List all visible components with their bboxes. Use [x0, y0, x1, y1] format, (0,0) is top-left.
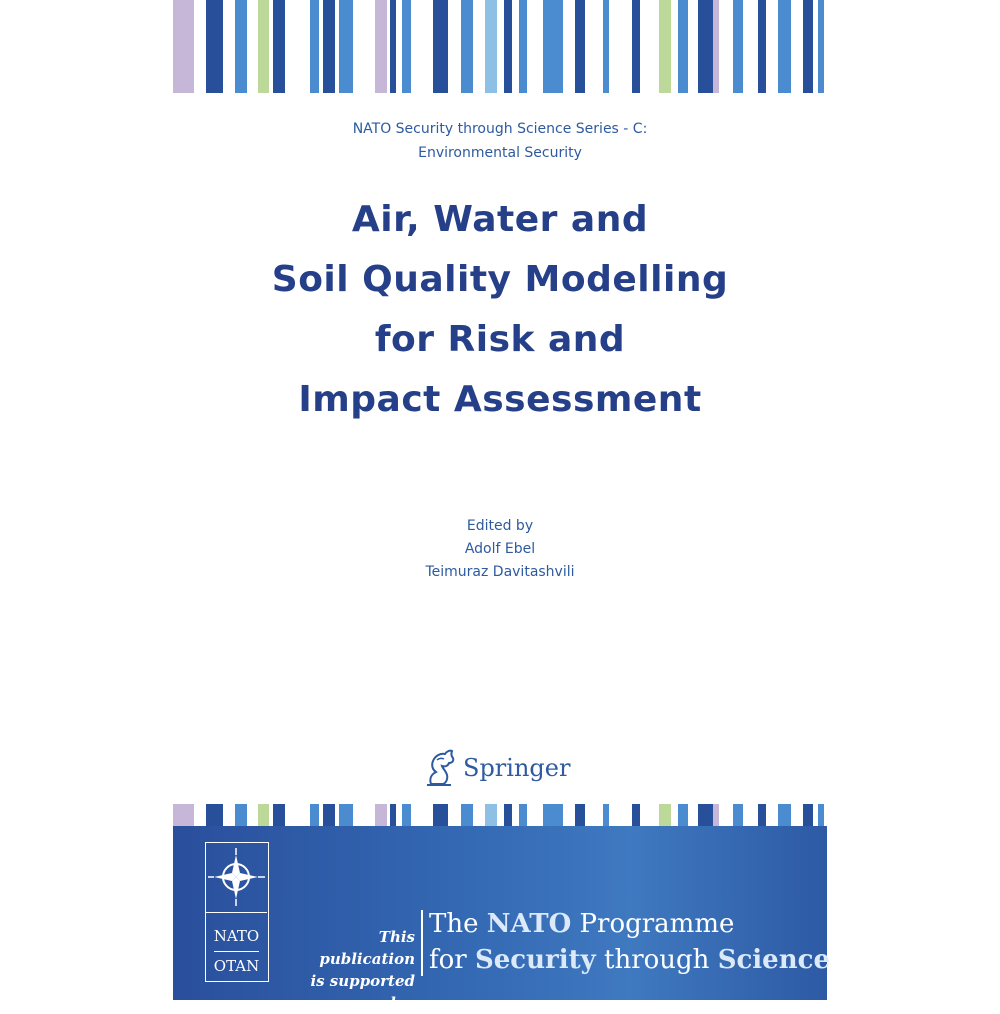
stripe: [461, 0, 473, 93]
stripe: [323, 804, 335, 826]
stripe: [235, 804, 247, 826]
stripe: [603, 0, 609, 93]
stripe: [659, 804, 671, 826]
programme-emphasis: NATO: [486, 909, 572, 939]
stripe: [713, 0, 719, 93]
nato-otan-logo: [205, 842, 269, 982]
stripe: [258, 0, 269, 93]
stripe: [678, 804, 688, 826]
stripe: [778, 0, 791, 93]
programme-line-1: [429, 906, 830, 942]
stripe: [339, 804, 353, 826]
stripe: [733, 0, 743, 93]
supported-line-2: is supported by:: [310, 972, 415, 1012]
stripe: [433, 0, 448, 93]
programme-emphasis: Security: [474, 945, 596, 975]
stripe: [575, 804, 585, 826]
stripe: [375, 0, 387, 93]
stripe: [733, 804, 743, 826]
stripe: [543, 804, 563, 826]
stripe: [310, 0, 319, 93]
stripe: [519, 804, 527, 826]
stripe: [818, 804, 824, 826]
stripe: [339, 0, 353, 93]
supported-line-1: This publication: [319, 928, 415, 968]
stripe: [375, 804, 387, 826]
title-line-4: Impact Assessment: [298, 379, 702, 420]
stripe: [543, 0, 563, 93]
programme-emphasis: Science: [717, 945, 830, 975]
stripe: [461, 804, 473, 826]
stripe: [433, 804, 448, 826]
stripe: [402, 804, 411, 826]
stripe: [173, 804, 194, 826]
programme-line-2: [429, 942, 830, 978]
stripe: [698, 804, 713, 826]
stripe: [390, 0, 396, 93]
stripe: [504, 0, 512, 93]
stripe: [803, 0, 813, 93]
title-line-1: Air, Water and: [351, 199, 649, 240]
stripe: [778, 804, 791, 826]
stripe: [603, 804, 609, 826]
book-cover: [173, 0, 830, 1012]
nato-label: NATO: [213, 927, 260, 945]
editors-block: [173, 515, 827, 584]
programme-name: [429, 906, 830, 978]
bottom-stripe-band: [173, 804, 827, 826]
series-name: [173, 117, 827, 165]
stripe: [713, 804, 719, 826]
stripe: [485, 804, 497, 826]
title-line-2: Soil Quality Modelling: [271, 259, 729, 300]
programme-text: through: [595, 945, 718, 975]
publisher-logo: [423, 745, 570, 791]
editor-name: Teimuraz Davitashvili: [425, 564, 575, 580]
footer-panel: [173, 826, 830, 1012]
stripe: [803, 804, 813, 826]
book-title: [173, 190, 827, 430]
stripe: [273, 804, 285, 826]
programme-text: Programme: [571, 909, 735, 939]
supported-by-text: [285, 926, 415, 1014]
stripe: [698, 0, 713, 93]
stripe: [402, 0, 411, 93]
stripe: [758, 804, 766, 826]
editor-name: Adolf Ebel: [464, 541, 536, 557]
stripe: [632, 0, 640, 93]
compass-rose-icon: [206, 843, 267, 911]
programme-text: The: [429, 909, 487, 939]
stripe: [235, 0, 247, 93]
stripe: [678, 0, 688, 93]
series-line-1: NATO Security through Science Series - C:: [352, 121, 648, 137]
stripe: [632, 804, 640, 826]
separator-line: [421, 910, 423, 976]
stripe: [173, 0, 194, 93]
stripe: [758, 0, 766, 93]
otan-label: OTAN: [213, 957, 260, 975]
stripe: [206, 804, 223, 826]
stripe: [323, 0, 335, 93]
stripe: [659, 0, 671, 93]
springer-horse-logo-icon: [423, 748, 457, 788]
publisher-name: Springer: [463, 754, 571, 782]
edited-by-label: Edited by: [466, 518, 534, 534]
stripe: [258, 804, 269, 826]
programme-text: for: [429, 945, 475, 975]
top-stripe-band: [173, 0, 827, 93]
stripe: [504, 804, 512, 826]
nato-star-icon: [206, 843, 267, 913]
logo-divider: [214, 951, 259, 952]
title-line-3: for Risk and: [374, 319, 626, 360]
stripe: [575, 0, 585, 93]
series-line-2: Environmental Security: [418, 145, 582, 161]
stripe: [390, 804, 396, 826]
stripe: [310, 804, 319, 826]
stripe: [273, 0, 285, 93]
stripe: [818, 0, 824, 93]
stripe: [485, 0, 497, 93]
stripe: [206, 0, 223, 93]
stripe: [519, 0, 527, 93]
